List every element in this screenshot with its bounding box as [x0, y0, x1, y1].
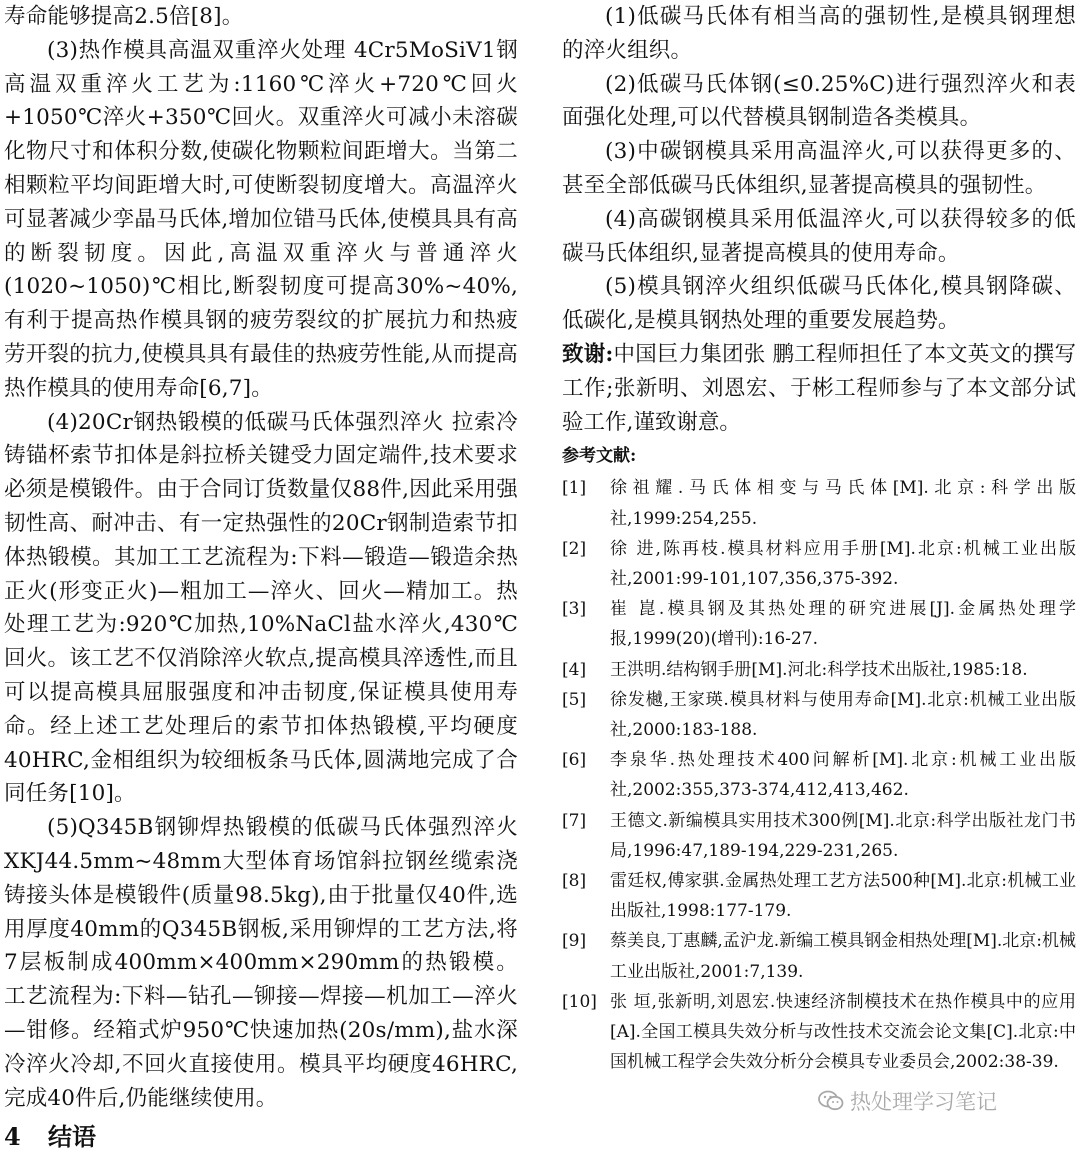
acknowledgement-text: 中国巨力集团张 鹏工程师担任了本文英文的撰写工作;张新明、刘恩宏、于彬工程师参与了本文部分试验工作,谨致谢意。: [562, 341, 1077, 435]
section-title: 结语: [48, 1122, 96, 1152]
left-column: [4, 0, 518, 1157]
reference-text: 张 垣,张新明,刘恩宏.快速经济制模技术在热作模具中的应用[A].全国工模具失效分析与改性技术交流会论文集[C].北京:中国机械工程学会失效分析分会模具专业委员会,2002:38-39.: [610, 991, 1076, 1073]
references-title: 参考文献:: [562, 446, 637, 467]
reference-text: 王洪明.结构钢手册[M].河北:科学技术出版社,1985:18.: [610, 659, 1028, 680]
reference-number: [7]: [562, 810, 587, 831]
reference-number: [3]: [562, 599, 587, 620]
reference-number: [5]: [562, 689, 587, 710]
conclusion-item-5: (5)模具钢淬火组织低碳马氏体化,模具钢降碳、低碳化,是模具钢热处理的重要发展趋势。: [562, 274, 1076, 334]
reference-list: [562, 473, 1076, 1077]
acknowledgement: [562, 338, 1076, 439]
reference-number: [8]: [562, 871, 587, 891]
paragraph-20cr-forging-die: (4)20Cr钢热锻模的低碳马氏体强烈淬火 拉索冷铸锚杯索节扣体是斜拉桥关键受力固定端件,技术要求必须是模锻件。由于合同订货数量仅88件,因此采用强韧性高、耐冲击、有一定热强性的20Cr钢制造索节扣体热锻模。其加工工艺流程为:下料—锻造—锻造余热正火(形变正火)—粗加工—淬火、回火—精加工。热处理工艺为:920℃加热,10%NaCl盐水淬火,430℃回火。该工艺不仅消除淬火软点,提高模具淬透性,而且可以提高模具屈服强度和冲击韧度,保证模具使用寿命。经上述工艺处理后的索节扣体热锻模,平均硬度40HRC,金相组织为较细板条马氏体,圆满地完成了合同任务[10]。: [4, 409, 518, 807]
reference-item: [562, 926, 1076, 986]
watermark-text: 热处理学习笔记: [850, 1090, 997, 1114]
reference-number: [6]: [562, 750, 587, 771]
conclusion-item-3: (3)中碳钢模具采用高温淬火,可以获得更多的、甚至全部低碳马氏体组织,显著提高模具的强韧性。: [562, 139, 1076, 198]
reference-text: 王德文.新编模具实用技术300例[M].北京:科学出版社龙门书局,1996:47,189-194,229-231,265.: [610, 810, 1076, 861]
reference-item: [562, 655, 1076, 685]
reference-text: 徐 进,陈再枝.模具材料应用手册[M].北京:机械工业出版社,2001:99-101,107,356,375-392.: [610, 538, 1076, 589]
section-heading-conclusion: [4, 1117, 518, 1157]
conclusion-item-1: (1)低碳马氏体有相当高的强韧性,是模具钢理想的淬火组织。: [562, 4, 1076, 63]
reference-number: [2]: [562, 538, 587, 559]
paragraph-q345b-forging-die: (5)Q345B钢铆焊热锻模的低碳马氏体强烈淬火 XKJ44.5mm~48mm大型体育场馆斜拉钢丝缆索浇铸接头体是模锻件(质量98.5kg),由于批量仅40件,选用厚度40mm的Q345B钢板,采用铆焊的工艺方法,将7层板制成400mm×400mm×290mm的热锻模。工艺流程为:下料—钻孔—铆接—焊接—机加工—淬火—钳修。经箱式炉950℃快速加热(20s/mm),盐水深冷淬火冷却,不回火直接使用。模具平均硬度46HRC,完成40件后,仍能继续使用。: [4, 815, 518, 1111]
reference-text: 李泉华.热处理技术400问解析[M].北京:机械工业出版社,2002:355,373-374,412,413,462.: [610, 750, 1076, 801]
reference-number: [10]: [562, 991, 597, 1012]
right-column: [562, 0, 1076, 1077]
reference-item: [562, 685, 1076, 745]
reference-number: [4]: [562, 659, 587, 680]
conclusion-item-4: (4)高碳钢模具采用低温淬火,可以获得较多的低碳马氏体组织,显著提高模具的使用寿命。: [562, 206, 1076, 266]
reference-text: 崔 崑.模具钢及其热处理的研究进展[J].金属热处理学报,1999(20)(增刊):16-27.: [610, 599, 1076, 650]
reference-number: [1]: [562, 478, 587, 499]
section-number: 4: [4, 1122, 21, 1152]
reference-item: [562, 594, 1076, 654]
reference-item: [562, 473, 1076, 533]
paragraph-continuation: 寿命能够提高2.5倍[8]。: [4, 4, 244, 29]
reference-item: [562, 987, 1076, 1078]
reference-number: [9]: [562, 931, 587, 952]
reference-item: [562, 534, 1076, 594]
reference-text: 雷廷权,傅家骐.金属热处理工艺方法500种[M].北京:机械工业出版社,1998:177-179.: [610, 871, 1076, 922]
reference-item: [562, 745, 1076, 805]
reference-text: 蔡美良,丁惠麟,孟沪龙.新编工模具钢金相热处理[M].北京:机械工业出版社,2001:7,139.: [610, 931, 1077, 982]
conclusion-item-2: (2)低碳马氏体钢(≤0.25%C)进行强烈淬火和表面强化处理,可以代替模具钢制造各类模具。: [562, 71, 1076, 131]
reference-text: 徐发樾,王家瑛.模具材料与使用寿命[M].北京:机械工业出版社,2000:183-188.: [610, 689, 1076, 740]
paragraph-hot-work-die-double-quench: (3)热作模具高温双重淬火处理 4Cr5MoSiV1钢高温双重淬火工艺为:1160℃淬火+720℃回火+1050℃淬火+350℃回火。双重淬火可减小未溶碳化物尺寸和体积分数,使碳化物颗粒间距增大。当第二相颗粒平均间距增大时,可使断裂韧度增大。高温淬火可显著减少孪晶马氏体,增加位错马氏体,使模具具有高的断裂韧度。因此,高温双重淬火与普通淬火(1020~1050)℃相比,断裂韧度可提高30%~40%,有利于提高热作模具钢的疲劳裂纹的扩展抗力和热疲劳开裂的抗力,使模具具有最佳的热疲劳性能,从而提高热作模具的使用寿命[6,7]。: [4, 37, 518, 401]
reference-item: [562, 866, 1076, 926]
reference-item: [562, 806, 1076, 866]
reference-text: 徐祖耀.马氏体相变与马氏体[M].北京:科学出版社,1999:254,255.: [610, 478, 1076, 529]
watermark: [818, 1086, 997, 1116]
acknowledgement-label: 致谢:: [562, 341, 614, 367]
wechat-icon: [818, 1090, 844, 1112]
